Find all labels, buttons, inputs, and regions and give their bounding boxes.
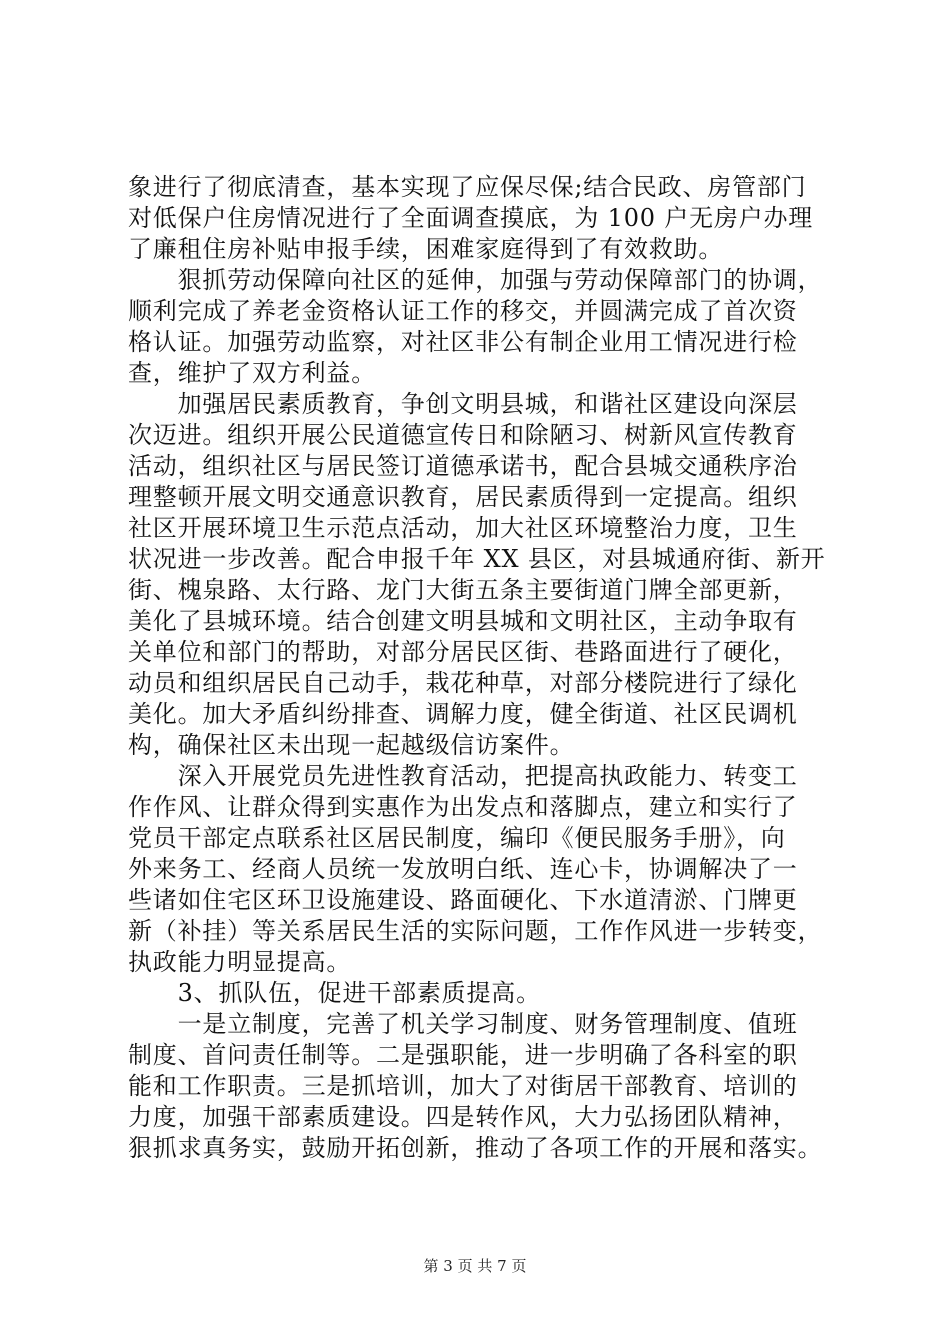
text-line: 加强居民素质教育，争创文明县城，和谐社区建设向深层 — [128, 390, 798, 418]
page-footer: 第 3 页 共 7 页 — [423, 1257, 527, 1275]
text-line: 顺利完成了养老金资格认证工作的移交，并圆满完成了首次资 — [128, 297, 798, 325]
text-line: 新（补挂）等关系居民生活的实际问题，工作作风进一步转变， — [128, 917, 823, 945]
text-line: 力度，加强干部素质建设。四是转作风，大力弘扬团队精神， — [128, 1103, 798, 1131]
text-line: 象进行了彻底清查，基本实现了应保尽保;结合民政、房管部门 — [128, 173, 807, 201]
text-line: 深入开展党员先进性教育活动，把提高执政能力、转变工 — [128, 762, 798, 790]
text-line: 对低保户住房情况进行了全面调查摸底，为 100 户无房户办理 — [128, 204, 814, 232]
text-line: 党员干部定点联系社区居民制度，编印《便民服务手册》，向 — [128, 824, 786, 852]
text-line: 能和工作职责。三是抓培训，加大了对街居干部教育、培训的 — [128, 1072, 798, 1100]
text-line: 理整顿开展文明交通意识教育，居民素质得到一定提高。组织 — [128, 483, 798, 511]
text-line: 制度、首问责任制等。二是强职能，进一步明确了各科室的职 — [128, 1041, 798, 1069]
text-line: 作作风、让群众得到实惠作为出发点和落脚点，建立和实行了 — [128, 793, 798, 821]
text-line: 美化。加大矛盾纠纷排查、调解力度，健全街道、社区民调机 — [128, 700, 798, 728]
text-line: 构，确保社区未出现一起越级信访案件。 — [128, 731, 575, 759]
text-line: 状况进一步改善。配合申报千年 XX 县区，对县城通府街、新开 — [128, 545, 826, 573]
text-line: 执政能力明显提高。 — [128, 948, 352, 976]
section-heading: 3、抓队伍，促进干部素质提高。 — [128, 979, 541, 1007]
text-line: 狠抓求真务实，鼓励开拓创新，推动了各项工作的开展和落实。 — [128, 1134, 823, 1162]
text-line: 美化了县城环境。结合创建文明县城和文明社区，主动争取有 — [128, 607, 798, 635]
text-line: 社区开展环境卫生示范点活动，加大社区环境整治力度，卫生 — [128, 514, 798, 542]
text-line: 了廉租住房补贴申报手续，困难家庭得到了有效救助。 — [128, 235, 724, 263]
text-line: 活动，组织社区与居民签订道德承诺书，配合县城交通秩序治 — [128, 452, 798, 480]
text-line: 动员和组织居民自己动手，栽花种草，对部分楼院进行了绿化 — [128, 669, 798, 697]
text-line: 次迈进。组织开展公民道德宣传日和除陋习、树新风宣传教育 — [128, 421, 798, 449]
text-line: 关单位和部门的帮助，对部分居民区街、巷路面进行了硬化， — [128, 638, 798, 666]
text-line: 查，维护了双方利益。 — [128, 359, 376, 387]
text-line: 外来务工、经商人员统一发放明白纸、连心卡，协调解决了一 — [128, 855, 798, 883]
text-line: 狠抓劳动保障向社区的延伸，加强与劳动保障部门的协调， — [128, 266, 823, 294]
text-line: 格认证。加强劳动监察，对社区非公有制企业用工情况进行检 — [128, 328, 798, 356]
text-line: 一是立制度，完善了机关学习制度、财务管理制度、值班 — [128, 1010, 798, 1038]
text-line: 街、槐泉路、太行路、龙门大街五条主要街道门牌全部更新， — [128, 576, 798, 604]
body-text — [128, 172, 828, 1164]
text-line: 些诸如住宅区环卫设施建设、路面硬化、下水道清淤、门牌更 — [128, 886, 798, 914]
